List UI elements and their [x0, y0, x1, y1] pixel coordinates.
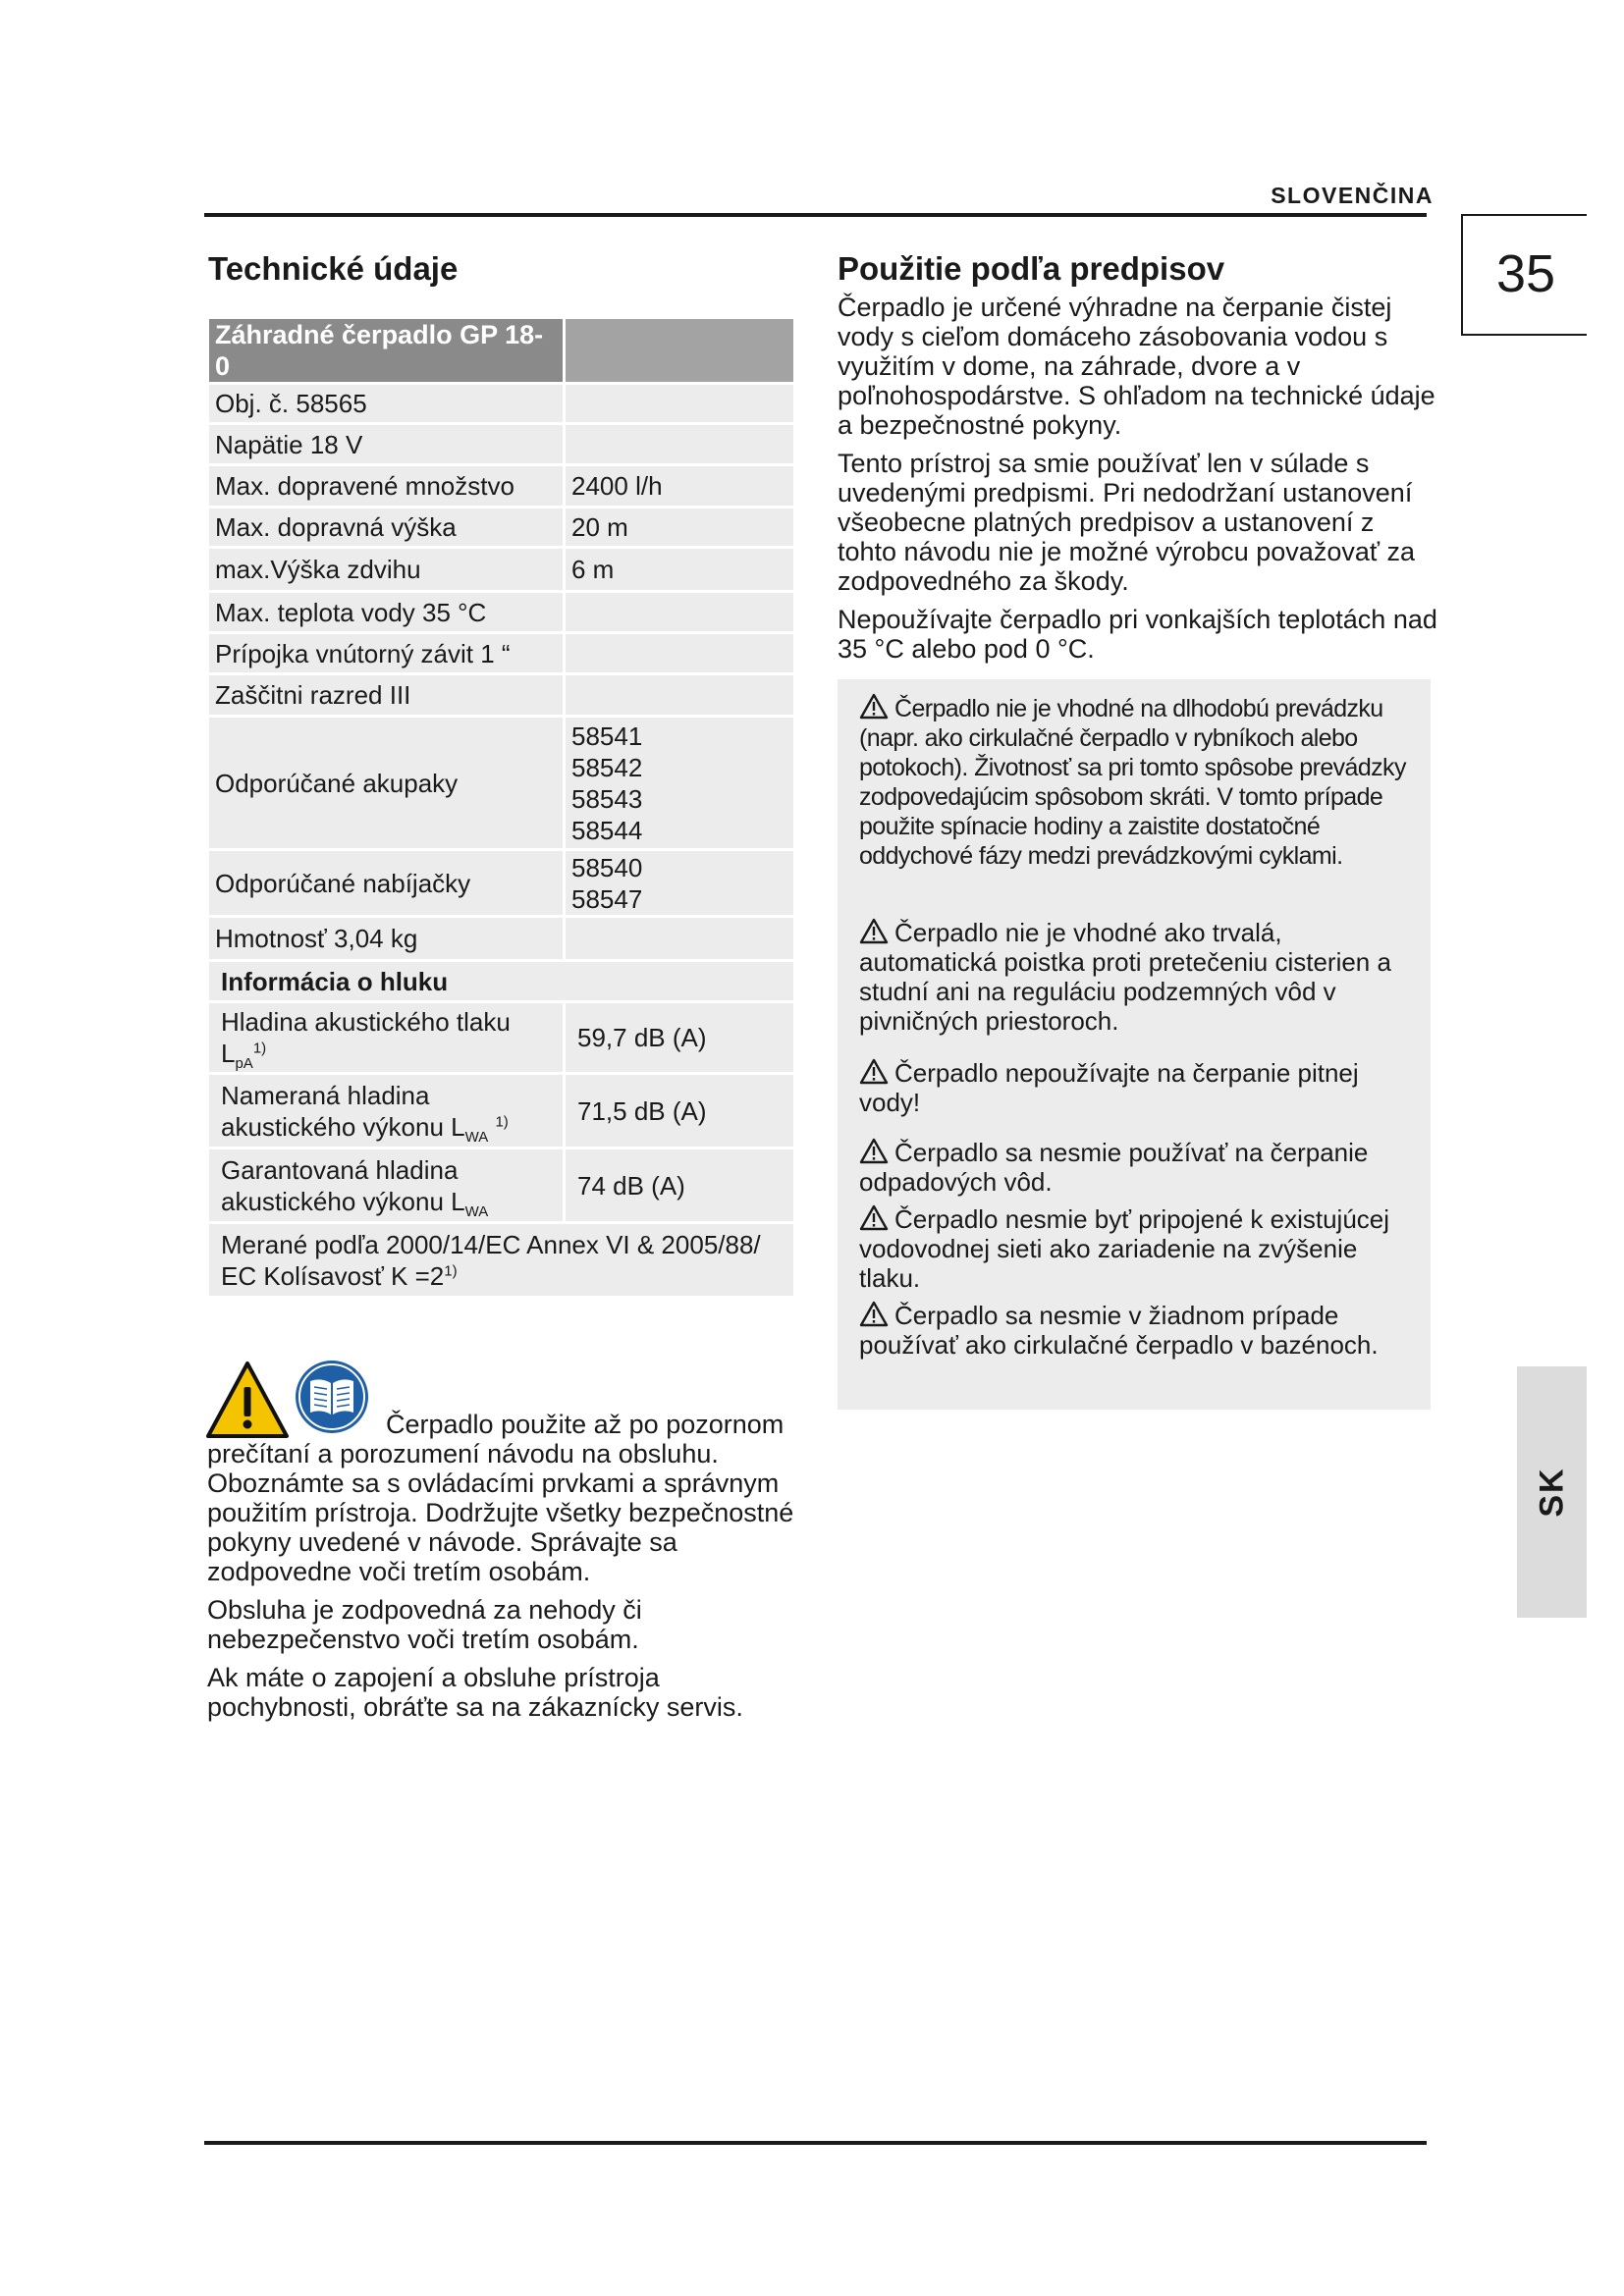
table-row: Max. dopravené množstvo 2400 l/h: [208, 465, 795, 507]
table-row-weight: Hmotnosť 3,04 kg: [208, 917, 795, 961]
warning-triangle-icon: [859, 693, 889, 720]
safety-paragraph: Ak máte o zapojení a obsluhe prístroja pochybnosti, obráťte sa na zákaznícky servis.: [207, 1663, 743, 1722]
safety-paragraphs: [207, 1410, 808, 1731]
use-title: Použitie podľa predpisov: [838, 250, 1225, 287]
warning-triangle-icon: [859, 1301, 889, 1327]
safety-paragraph: Obsluha je zodpovedná za nehody či nebezpečenstvo voči tretím osobám.: [207, 1595, 642, 1654]
bottom-rule: [204, 2141, 1427, 2145]
table-row-noise: Garantovaná hladina akustického výkonu $L_{WA}$ 74 dB (A): [208, 1148, 795, 1223]
warning-triangle-icon: [859, 1058, 889, 1085]
table-row: Obj. č. 58565: [208, 384, 795, 424]
table-header-row: [208, 318, 795, 384]
safety-paragraph: Čerpadlo použite až po pozornom prečítaní a porozumení návodu na obsluhu. Oboznámte sa s ovládacími prvkami a správnym použitím prístroja. Dodržujte všetky bezpečnostné pokyny uvedené v návode. Správajte sa zodpovedne voči tretím osobám.: [207, 1410, 794, 1586]
warning-item: Čerpadlo nesmie byť pripojené k existujúcej vodovodnej sieti ako zariadenie na zvýšenie tlaku.: [859, 1204, 1390, 1293]
language-header: SLOVENČINA: [1271, 183, 1434, 208]
language-side-tab: [1517, 1366, 1587, 1618]
table-row: Zaščitni razred III: [208, 674, 795, 717]
warning-box: [838, 679, 1431, 1410]
warning-item: Čerpadlo sa nesmie v žiadnom prípade používať ako cirkulačné čerpadlo v bazénoch.: [859, 1301, 1379, 1360]
top-rule: [204, 213, 1427, 217]
table-row: max.Výška zdvihu 6 m: [208, 548, 795, 592]
use-paragraph: Čerpadlo je určené výhradne na čerpanie čistej vody s cieľom domáceho zásobovania vodou s využitím v dome, na záhrade, dvore a v poľnohospodárstve. S ohľadom na technické údaje a bezpečnostné pokyny.: [838, 293, 1435, 440]
warning-triangle-icon: [859, 1204, 889, 1231]
tech-title: Technické údaje: [208, 250, 459, 287]
table-row: Napätie 18 V: [208, 424, 795, 465]
warning-item: Čerpadlo sa nesmie používať na čerpanie odpadových vôd.: [859, 1138, 1369, 1197]
table-row-noise-title: Informácia o hluku: [208, 961, 795, 1002]
warning-item: Čerpadlo nie je vhodné na dlhodobú prevádzku (napr. ako cirkulačné čerpadlo v rybníkoch alebo potokoch). Životnosť sa pri tomto spôsobe prevádzky zodpovedajúcim spôsobom skráti. V tomto prípade použite spínacie hodiny a zaistite dostatočné oddychové fázy medzi prevádzkovými cyklami.: [859, 695, 1406, 870]
table-row-nabijacky: Odporúčané nabíjačky 58540 58547: [208, 850, 795, 917]
table-row-footnote: Merané podľa 2000/14/EC Annex VI & 2005/88/ EC Kolísavosť $K =2^{1)}$: [208, 1223, 795, 1298]
side-tab-label: SK: [1533, 1467, 1570, 1518]
table-header: Záhradné čerpadlo GP 18-0: [208, 318, 565, 384]
warning-item: Čerpadlo nepoužívajte na čerpanie pitnej vody!: [859, 1058, 1359, 1117]
table-row: Max. teplota vody 35 °C: [208, 592, 795, 633]
table-row-akupaky: Odporúčané akupaky 58541 58542 58543 58544: [208, 717, 795, 850]
table-row: Max. dopravná výška 20 m: [208, 507, 795, 548]
use-paragraph: Tento prístroj sa smie používať len v súlade s uvedenými predpismi. Pri nedodržaní ustanovení všeobecne platných predpisov a ustanovení z tohto návodu nie je možné výrobcu považovať za zodpovedného za škody.: [838, 449, 1415, 596]
table-row-noise: Hladina akustického tlaku $L_{pA}^{1)}$ 59,7 dB (A): [208, 1002, 795, 1074]
warning-triangle-icon: [859, 1138, 889, 1164]
warning-item: Čerpadlo nie je vhodné ako trvalá, automatická poistka proti pretečeniu cisterien a studní ani na reguláciu podzemných vôd v pivničných priestoroch.: [859, 918, 1391, 1036]
table-row: Prípojka vnútorný závit 1 “: [208, 633, 795, 674]
warning-triangle-icon: [859, 918, 889, 944]
use-paragraph: Nepoužívajte čerpadlo pri vonkajších teplotách nad 35 °C alebo pod 0 °C.: [838, 605, 1437, 664]
page-number: 35: [1461, 214, 1587, 336]
use-paragraphs: [838, 293, 1438, 672]
spec-table: [206, 316, 796, 1299]
table-row-noise: Nameraná hladina akustického výkonu $L_{WA}$ $^{1)}$ 71,5 dB (A): [208, 1074, 795, 1148]
